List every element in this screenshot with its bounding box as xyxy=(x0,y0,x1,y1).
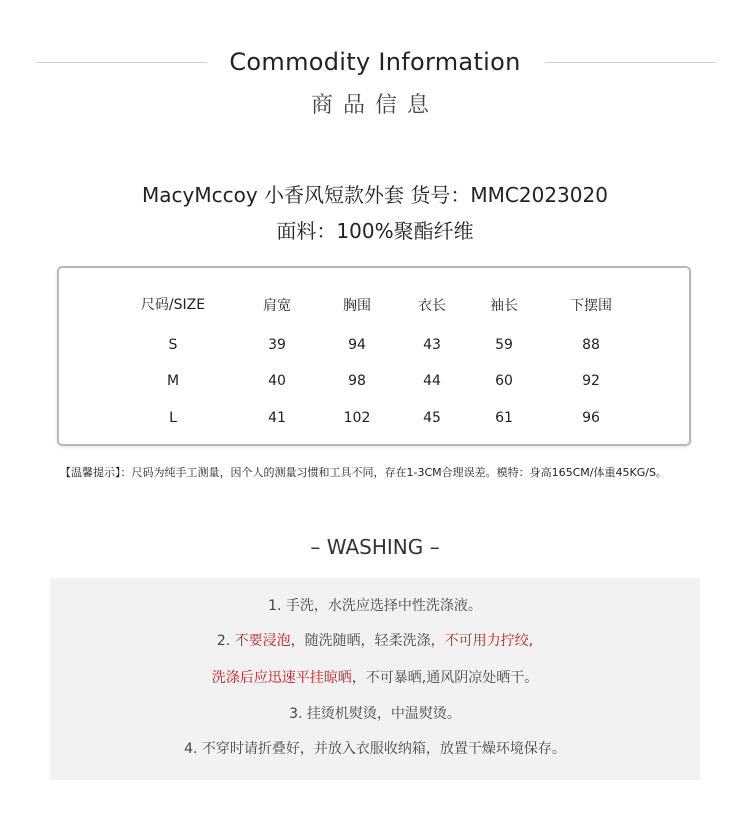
table-cell: 92 xyxy=(582,373,600,389)
table-cell: 40 xyxy=(268,373,286,389)
table-cell: M xyxy=(166,373,180,389)
table-cell: S xyxy=(168,337,178,353)
table-cell: 41 xyxy=(268,410,286,426)
washing-line-5: 4. 不穿时请折叠好，并放入衣服收纳箱，放置干燥环境保存。 xyxy=(184,741,566,757)
warning-hang-dry: 洗涤后应迅速平挂晾晒 xyxy=(211,670,352,686)
washing-line-3 xyxy=(50,667,700,687)
washing-line-4: 3. 挂烫机熨烫，中温熨烫。 xyxy=(289,706,461,722)
measurement-note: 【温馨提示】：尺码为纯手工测量，因个人的测量习惯和工具不同，存在1-3CM合理误差。模特：身高165CM/体重45KG/S。 xyxy=(60,466,667,479)
table-cell: 61 xyxy=(495,410,513,426)
table-cell: 45 xyxy=(423,410,441,426)
washing-line-1: 1. 手洗，水洗应选择中性洗涤液。 xyxy=(268,598,482,614)
table-header-chest: 胸围 xyxy=(343,298,371,314)
washing-line-2 xyxy=(50,630,700,650)
table-header-size: 尺码/SIZE xyxy=(140,297,206,313)
table-cell: L xyxy=(169,410,177,426)
size-table xyxy=(57,266,691,446)
table-cell: 44 xyxy=(423,373,441,389)
washing-title: – WASHING – xyxy=(310,535,440,559)
warning-no-wring: 不可用力拧绞, xyxy=(444,633,534,649)
warning-no-soak: 不要浸泡 xyxy=(234,633,291,649)
table-cell: 98 xyxy=(348,373,366,389)
table-header-length: 衣长 xyxy=(418,298,446,314)
washing-line-3-rest: ，不可暴晒,通风阴凉处晒干。 xyxy=(351,670,539,686)
table-header-sleeve: 袖长 xyxy=(490,298,518,314)
product-fabric-line: 面料：100%聚酯纤维 xyxy=(276,219,474,243)
table-cell: 94 xyxy=(348,337,366,353)
washing-line-2-mid: ，随洗随晒，轻柔洗涤， xyxy=(290,633,445,649)
table-header-shoulder: 肩宽 xyxy=(263,298,291,314)
table-header-hem: 下摆围 xyxy=(570,298,612,314)
product-name-line: MacyMccoy 小香风短款外套 货号：MMC2023020 xyxy=(142,183,608,207)
table-cell: 59 xyxy=(495,337,513,353)
section-title-en: Commodity Information xyxy=(229,48,521,76)
table-cell: 88 xyxy=(582,337,600,353)
table-cell: 102 xyxy=(343,410,371,426)
table-cell: 60 xyxy=(495,373,513,389)
washing-line-2-prefix: 2. xyxy=(216,633,235,649)
table-cell: 96 xyxy=(582,410,600,426)
table-cell: 43 xyxy=(423,337,441,353)
section-title-cn: 商品信息 xyxy=(310,93,439,118)
table-cell: 39 xyxy=(268,337,286,353)
washing-instructions xyxy=(50,578,700,780)
